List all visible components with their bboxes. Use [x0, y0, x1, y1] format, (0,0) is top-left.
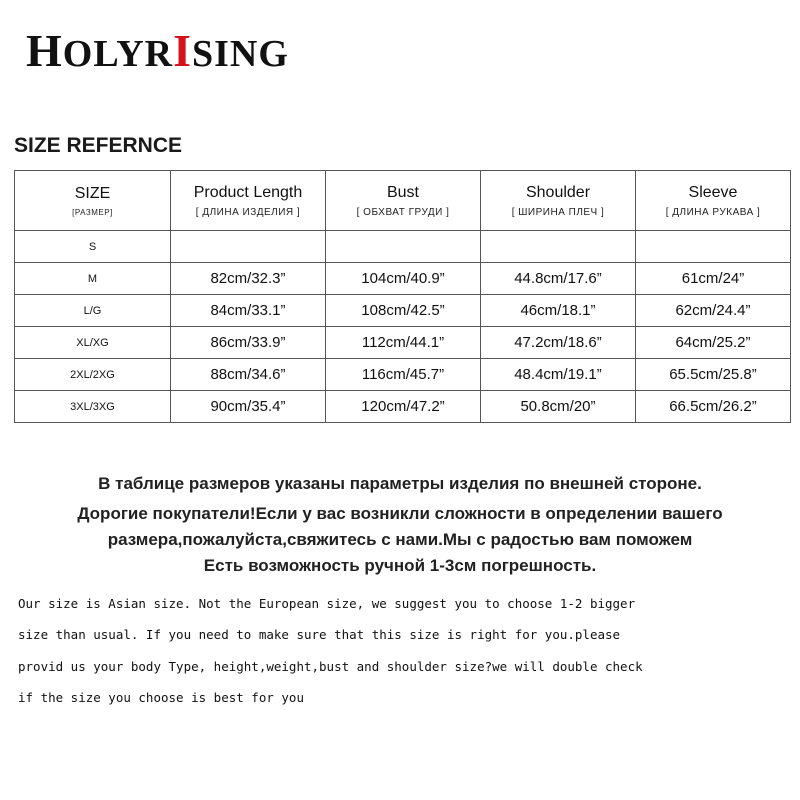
length-cell: 84cm/33.1”	[171, 295, 326, 327]
english-note: size than usual. If you need to make sure that this size is right for you.please	[18, 627, 621, 642]
table-row	[15, 327, 791, 359]
table-header-row	[15, 171, 791, 231]
size-cell: XL/XG	[15, 327, 171, 359]
bust-cell: 112cm/44.1”	[326, 327, 481, 359]
shoulder-cell: 50.8cm/20”	[481, 391, 636, 423]
english-note: Our size is Asian size. Not the European size, we suggest you to choose 1-2 bigger	[18, 596, 636, 611]
shoulder-cell: 44.8cm/17.6”	[481, 263, 636, 295]
sleeve-cell: 65.5cm/25.8”	[636, 359, 791, 391]
sleeve-cell: 62cm/24.4”	[636, 295, 791, 327]
header-sleeve	[636, 171, 791, 231]
brand-logo: HOLYRISING	[26, 25, 289, 76]
length-cell: 86cm/33.9”	[171, 327, 326, 359]
size-cell: S	[15, 231, 171, 263]
header-sub: [ ОБХВАТ ГРУДИ ]	[356, 206, 450, 218]
table-row	[15, 295, 791, 327]
shoulder-cell: 46cm/18.1”	[481, 295, 636, 327]
length-cell	[171, 231, 326, 263]
sleeve-cell: 64cm/25.2”	[636, 327, 791, 359]
header-label: Product Length	[193, 183, 303, 201]
size-cell: L/G	[15, 295, 171, 327]
bust-cell: 120cm/47.2”	[326, 391, 481, 423]
header-bust	[326, 171, 481, 231]
header-label: Shoulder	[525, 183, 591, 201]
bust-cell	[326, 231, 481, 263]
size-cell: M	[15, 263, 171, 295]
english-note: if the size you choose is best for you	[18, 690, 304, 705]
sleeve-cell	[636, 231, 791, 263]
header-label: Bust	[386, 183, 419, 201]
header-product-length	[171, 171, 326, 231]
bust-cell: 116cm/45.7”	[326, 359, 481, 391]
length-cell: 88cm/34.6”	[171, 359, 326, 391]
russian-note: В таблице размеров указаны параметры изделия по внешней стороне.	[98, 474, 702, 493]
russian-note: Дорогие покупатели!Если у вас возникли сложности в определении вашего	[77, 504, 723, 523]
table-row	[15, 359, 791, 391]
header-size	[15, 171, 171, 231]
russian-note: Есть возможность ручной 1-3см погрешность.	[203, 556, 597, 575]
header-sub: [ ДЛИНА ИЗДЕЛИЯ ]	[195, 206, 301, 218]
page-title: SIZE REFERNCE	[14, 134, 183, 157]
length-cell: 82cm/32.3”	[171, 263, 326, 295]
english-note: provid us your body Type, height,weight,bust and shoulder size?we will double check	[18, 659, 643, 674]
russian-note: размера,пожалуйста,свяжитесь с нами.Мы с радостью вам поможем	[107, 530, 693, 549]
header-label: SIZE	[74, 184, 111, 202]
table-row	[15, 231, 791, 263]
header-sub: [ ДЛИНА РУКАВА ]	[665, 206, 761, 218]
shoulder-cell: 48.4cm/19.1”	[481, 359, 636, 391]
sleeve-cell: 61cm/24”	[636, 263, 791, 295]
size-cell: 3XL/3XG	[15, 391, 171, 423]
size-table	[14, 170, 791, 423]
header-label: Sleeve	[688, 183, 738, 201]
bust-cell: 104cm/40.9”	[326, 263, 481, 295]
length-cell: 90cm/35.4”	[171, 391, 326, 423]
bust-cell: 108cm/42.5”	[326, 295, 481, 327]
header-sub: [ ШИРИНА ПЛЕЧ ]	[511, 206, 605, 218]
header-shoulder	[481, 171, 636, 231]
sleeve-cell: 66.5cm/26.2”	[636, 391, 791, 423]
table-row	[15, 263, 791, 295]
shoulder-cell	[481, 231, 636, 263]
table-row	[15, 391, 791, 423]
size-cell: 2XL/2XG	[15, 359, 171, 391]
shoulder-cell: 47.2cm/18.6”	[481, 327, 636, 359]
header-sub: [РАЗМЕР]	[72, 207, 113, 217]
